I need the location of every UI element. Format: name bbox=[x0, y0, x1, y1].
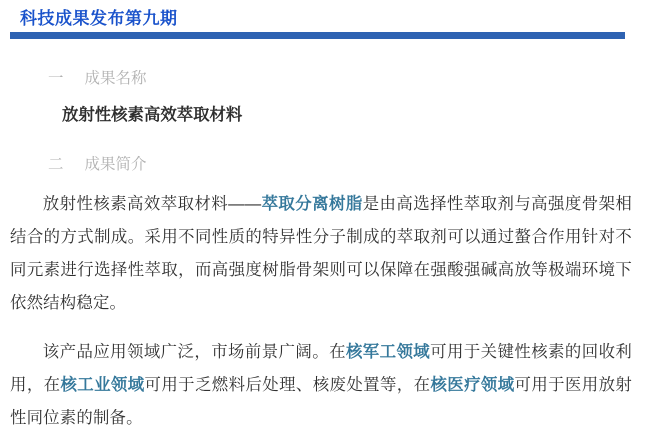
header-divider bbox=[10, 32, 625, 39]
section-2-heading bbox=[48, 156, 645, 174]
paragraph-1-lead: 放射性核素高效萃取材料—— bbox=[42, 195, 262, 213]
paragraph-1-rest: 是由高选择性萃取剂与高强度骨架相结合的方式制成。采用不同性质的特异性分子制成的萃取剂可以通过螯合作用针对不同元素进行选择性萃取，而高强度树脂骨架则可以保障在强酸强碱高放等极端环境下依然结构稳定。 bbox=[10, 195, 633, 312]
intro-paragraph-1 bbox=[10, 188, 632, 320]
highlight-extraction-resin: 萃取分离树脂 bbox=[261, 195, 363, 213]
section-1-heading bbox=[48, 70, 645, 88]
paragraph-2-segment-2: 可用于关键性核素的回收利用，在 bbox=[10, 343, 632, 394]
highlight-nuclear-industry-field: 核工业领域 bbox=[60, 376, 145, 394]
section-1-number: 一 bbox=[48, 70, 64, 87]
page-title: 科技成果发布第九期 bbox=[20, 9, 178, 28]
achievement-name: 放射性核素高效萃取材料 bbox=[62, 106, 243, 124]
document-header bbox=[0, 0, 645, 39]
paragraph-2-segment-4: 可用于医用放射性同位素的制备。 bbox=[10, 376, 633, 427]
paragraph-2-segment-3: 可用于乏燃料后处理、核废处置等，在 bbox=[144, 376, 431, 394]
intro-paragraph-2 bbox=[10, 336, 632, 435]
highlight-nuclear-medical-field: 核医疗领域 bbox=[430, 376, 515, 394]
section-1-title: 成果名称 bbox=[84, 70, 147, 87]
paragraph-2-segment-1: 该产品应用领域广泛，市场前景广阔。在 bbox=[42, 343, 346, 361]
section-2-title: 成果简介 bbox=[84, 156, 147, 173]
section-2-number: 二 bbox=[48, 156, 64, 173]
highlight-nuclear-military-field: 核军工领域 bbox=[345, 343, 431, 361]
document-body bbox=[0, 70, 645, 435]
